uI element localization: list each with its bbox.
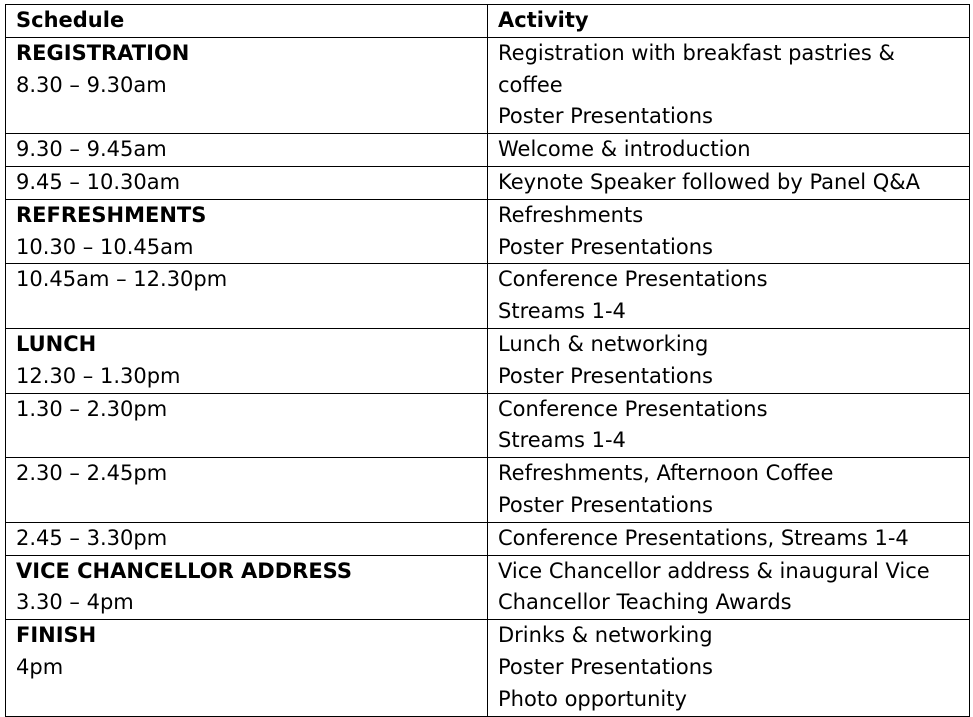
schedule-cell — [6, 522, 488, 555]
activity-item: Conference Presentations — [498, 396, 768, 421]
activity-cell — [488, 458, 970, 523]
table-row — [6, 620, 970, 716]
schedule-cell — [6, 166, 488, 199]
table-row — [6, 37, 970, 133]
activity-cell — [488, 328, 970, 393]
activity-item: Vice Chancellor address & inaugural Vice Chancellor Teaching Awards — [498, 558, 930, 615]
table-row — [6, 393, 970, 458]
session-time: 4pm — [16, 654, 64, 679]
session-time: 3.30 – 4pm — [16, 590, 134, 615]
schedule-table — [5, 4, 970, 717]
activity-cell — [488, 199, 970, 264]
session-time: 2.30 – 2.45pm — [16, 461, 168, 486]
session-title: FINISH — [16, 623, 97, 648]
table-row — [6, 458, 970, 523]
schedule-cell — [6, 458, 488, 523]
table-row — [6, 522, 970, 555]
session-time: 1.30 – 2.30pm — [16, 396, 168, 421]
activity-item: Lunch & networking — [498, 331, 709, 356]
activity-item: Poster Presentations — [498, 104, 713, 129]
table-row — [6, 134, 970, 167]
table-row — [6, 328, 970, 393]
activity-item: Refreshments, Afternoon Coffee — [498, 461, 834, 486]
activity-item: Refreshments — [498, 202, 644, 227]
session-title: LUNCH — [16, 331, 97, 356]
session-time: 8.30 – 9.30am — [16, 72, 167, 97]
activity-item: Streams 1-4 — [498, 428, 626, 453]
session-time: 12.30 – 1.30pm — [16, 363, 181, 388]
table-row — [6, 199, 970, 264]
schedule-cell — [6, 555, 488, 620]
activity-cell — [488, 522, 970, 555]
header-row — [6, 5, 970, 38]
activity-item: Conference Presentations, Streams 1-4 — [498, 525, 909, 550]
activity-item: Registration with breakfast pastries & coffee — [498, 40, 895, 97]
session-title: REGISTRATION — [16, 40, 190, 65]
schedule-cell — [6, 620, 488, 716]
session-time: 10.45am – 12.30pm — [16, 267, 228, 292]
session-title: VICE CHANCELLOR ADDRESS — [16, 558, 352, 583]
activity-item: Poster Presentations — [498, 363, 713, 388]
schedule-rows — [6, 37, 970, 716]
schedule-cell — [6, 328, 488, 393]
activity-cell — [488, 555, 970, 620]
table-row — [6, 264, 970, 329]
schedule-cell — [6, 37, 488, 133]
activity-cell — [488, 393, 970, 458]
activity-item: Keynote Speaker followed by Panel Q&A — [498, 169, 921, 194]
activity-item: Poster Presentations — [498, 234, 713, 259]
activity-item: Photo opportunity — [498, 686, 687, 711]
activity-item: Poster Presentations — [498, 654, 713, 679]
session-time: 9.45 – 10.30am — [16, 169, 181, 194]
header-schedule: Schedule — [6, 5, 488, 38]
session-time: 9.30 – 9.45am — [16, 137, 167, 162]
activity-item: Drinks & networking — [498, 623, 713, 648]
activity-cell — [488, 134, 970, 167]
activity-item: Conference Presentations — [498, 267, 768, 292]
activity-cell — [488, 166, 970, 199]
schedule-cell — [6, 199, 488, 264]
table-row — [6, 166, 970, 199]
session-time: 10.30 – 10.45am — [16, 234, 194, 259]
table-row — [6, 555, 970, 620]
schedule-cell — [6, 393, 488, 458]
schedule-cell — [6, 134, 488, 167]
activity-item: Streams 1-4 — [498, 299, 626, 324]
activity-cell — [488, 264, 970, 329]
activity-item: Welcome & introduction — [498, 137, 751, 162]
activity-cell — [488, 37, 970, 133]
session-time: 2.45 – 3.30pm — [16, 525, 168, 550]
session-title: REFRESHMENTS — [16, 202, 207, 227]
schedule-cell — [6, 264, 488, 329]
header-activity: Activity — [488, 5, 970, 38]
activity-item: Poster Presentations — [498, 492, 713, 517]
activity-cell — [488, 620, 970, 716]
